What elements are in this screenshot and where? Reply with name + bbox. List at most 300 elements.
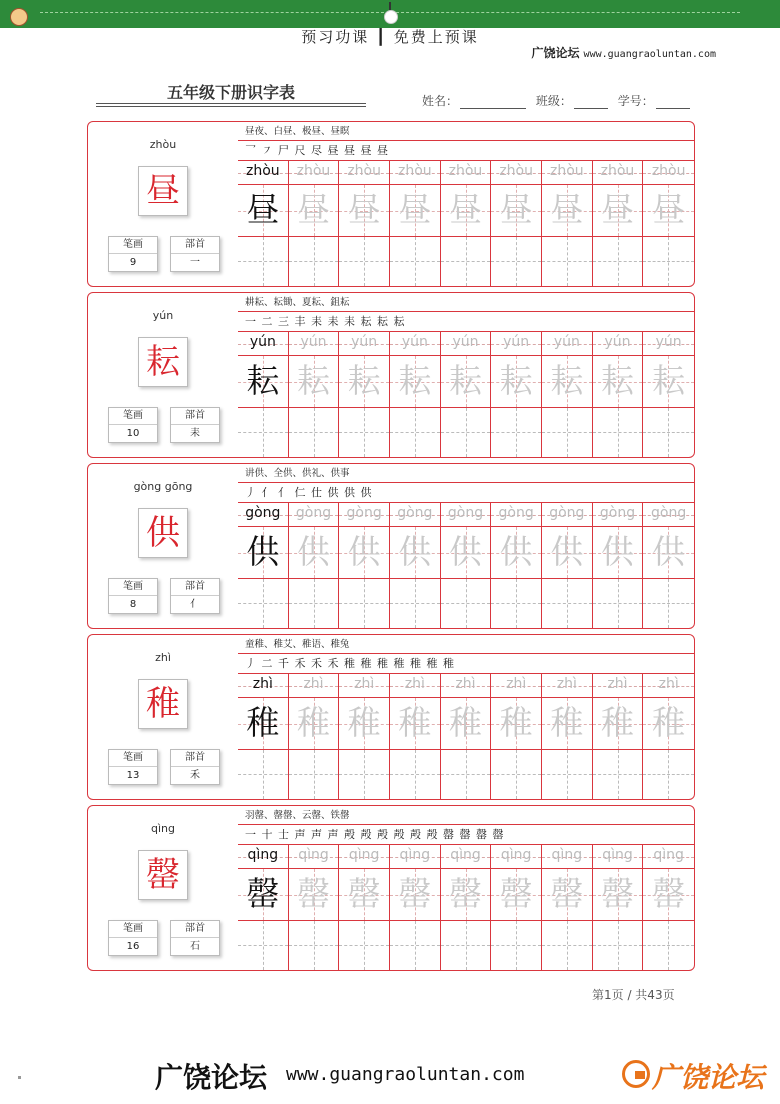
pinyin-cell[interactable] [289,332,340,356]
character-cell[interactable] [441,356,492,408]
radical-label: 部首 [171,408,219,425]
pinyin-cell[interactable] [390,674,441,698]
blank-practice-cell[interactable] [643,408,694,457]
character-cell[interactable] [289,698,340,750]
word-examples: 童稚、稚艾、稚语、稚兔 [238,635,694,654]
stroke-order: 乛 ㇇ 尸 尺 尽 昼 昼 昼 昼 [238,141,694,161]
pinyin-cell[interactable] [593,332,644,356]
card-pinyin: zhòu [149,138,177,151]
class-field[interactable] [574,108,608,109]
character-cell[interactable] [491,185,542,237]
stroke-count-label: 笔画 [109,921,157,938]
blank-practice-cell[interactable] [491,579,542,628]
blank-practice-cell[interactable] [542,408,593,457]
pinyin-cell[interactable] [339,161,390,185]
trace-pinyin: yún [452,334,479,350]
character-card [87,121,695,287]
pinyin-cell[interactable] [289,674,340,698]
character-cell[interactable] [441,527,492,579]
model-pinyin: zhòu [245,163,280,179]
blank-practice-cell[interactable] [542,579,593,628]
trace-pinyin: gòng [295,505,332,521]
character-cell[interactable] [643,356,694,408]
stroke-count-box [108,920,158,956]
number-field[interactable] [656,108,690,109]
trace-pinyin: zhòu [549,163,584,179]
blank-practice-cell[interactable] [238,237,289,286]
character-cell[interactable] [643,185,694,237]
blank-practice-cell[interactable] [390,750,441,799]
pinyin-cell[interactable] [593,503,644,527]
blank-practice-cell[interactable] [289,408,340,457]
character-cell[interactable] [390,356,441,408]
trace-character: 供 [600,532,634,571]
character-cell[interactable] [542,185,593,237]
character-cell[interactable] [238,698,289,750]
practice-panel [238,122,694,286]
character-card [87,805,695,971]
model-pinyin: qìng [247,847,279,863]
pinyin-cell[interactable] [491,674,542,698]
pinyin-cell[interactable] [289,845,340,869]
character-cell[interactable] [643,527,694,579]
title-underline [96,103,366,107]
radical-label: 部首 [171,237,219,254]
trace-pinyin: gòng [651,505,687,521]
trace-pinyin: yún [351,334,378,350]
blank-practice-cell[interactable] [339,750,390,799]
trace-character: 昼 [347,190,381,229]
blank-practice-cell[interactable] [238,921,289,970]
trace-character: 稚 [347,703,381,742]
trace-pinyin: zhì [607,676,628,692]
trace-pinyin: gòng [397,505,433,521]
character-cell[interactable] [339,185,390,237]
trace-pinyin: zhì [404,676,425,692]
trace-character: 耘 [550,361,584,400]
footer-url[interactable]: www.guangraoluntan.com [286,1064,525,1085]
pinyin-cell[interactable] [238,161,289,185]
model-pinyin: yún [249,334,276,350]
pinyin-cell[interactable] [339,503,390,527]
blank-practice-cell[interactable] [441,408,492,457]
character-cell[interactable] [238,527,289,579]
card-info-panel [88,293,238,457]
practice-panel [238,806,694,970]
pinyin-cell[interactable] [643,674,694,698]
pinyin-cell[interactable] [491,503,542,527]
trace-pinyin: qìng [399,847,431,863]
trace-pinyin: zhì [658,676,679,692]
trace-character: 耘 [347,361,381,400]
blank-practice-cell[interactable] [542,750,593,799]
character-cell[interactable] [390,869,441,921]
character-cell[interactable] [238,869,289,921]
trace-pinyin: qìng [298,847,329,863]
blank-practice-cell[interactable] [390,237,441,286]
footer-brand: 广饶论坛 [652,1061,765,1094]
trace-pinyin: zhì [506,676,527,692]
pinyin-cell[interactable] [289,161,340,185]
blank-practice-cell[interactable] [643,237,694,286]
character-cell[interactable] [542,356,593,408]
radical-label: 部首 [171,750,219,767]
radical-value: 耒 [190,428,200,439]
blank-practice-cell[interactable] [390,408,441,457]
pinyin-cell[interactable] [643,161,694,185]
model-character: 昼 [246,190,280,229]
character-cell[interactable] [441,698,492,750]
practice-grid [238,845,694,970]
pinyin-cell[interactable] [339,845,390,869]
pinyin-cell[interactable] [289,503,340,527]
trace-character: 耘 [398,361,432,400]
stroke-order: 丿 亻 亻 仁 仕 供 供 供 [238,483,694,503]
footer-name: 广饶论坛 [155,1061,268,1094]
trace-character: 稚 [398,703,432,742]
pinyin-cell[interactable] [491,845,542,869]
word-examples: 讲供、全供、供礼、供事 [238,464,694,483]
pinyin-cell[interactable] [390,161,441,185]
pinyin-cell[interactable] [643,332,694,356]
stroke-count-label: 笔画 [109,750,157,767]
blank-practice-cell[interactable] [542,237,593,286]
card-pinyin: zhì [155,651,171,664]
character-box: 耘 [138,337,188,387]
blank-practice-cell[interactable] [339,237,390,286]
trace-character: 罄 [550,874,584,913]
blank-practice-cell[interactable] [643,579,694,628]
card-info-panel [88,806,238,970]
pinyin-cell[interactable] [441,332,492,356]
character-cell[interactable] [593,185,644,237]
trace-character: 昼 [499,190,533,229]
stroke-count-box [108,407,158,443]
trace-pinyin: yún [604,334,631,350]
character-cell[interactable] [491,527,542,579]
trace-character: 稚 [499,703,533,742]
card-pinyin: gòng gōng [133,480,193,493]
blank-practice-cell[interactable] [593,921,644,970]
trace-pinyin: gòng [447,505,484,521]
trace-pinyin: qìng [450,847,481,863]
radical-value: 亻 [190,599,200,610]
name-field[interactable] [460,108,526,109]
brand-logo-icon [622,1060,650,1088]
pinyin-cell[interactable] [542,674,593,698]
slogan: 预习功课 ┃ 免费上预课 [301,28,479,46]
pinyin-cell[interactable] [238,332,289,356]
stroke-count-label: 笔画 [109,408,157,425]
trace-character: 供 [652,532,686,571]
trace-pinyin: qìng [602,847,633,863]
trace-character: 罄 [296,874,330,913]
character-cell[interactable] [593,869,644,921]
pinyin-cell[interactable] [593,674,644,698]
trace-pinyin: zhòu [296,163,331,179]
pinyin-cell[interactable] [390,845,441,869]
stroke-order: 丿 二 千 禾 禾 禾 稚 稚 稚 稚 稚 稚 稚 [238,654,694,674]
radical-box [170,236,220,272]
blank-practice-cell[interactable] [339,579,390,628]
trace-character: 耘 [296,361,330,400]
character-cell[interactable] [289,356,340,408]
trace-character: 耘 [499,361,533,400]
number-label: 学号： [617,94,654,108]
pinyin-cell[interactable] [238,845,289,869]
character-cell[interactable] [491,356,542,408]
trace-pinyin: yún [655,334,682,350]
trace-pinyin: qìng [551,847,583,863]
trace-character: 稚 [652,703,686,742]
word-examples: 羽罄、罄罄、云罄、铁罄 [238,806,694,825]
character-box: 罄 [138,850,188,900]
character-cell[interactable] [289,869,340,921]
practice-grid [238,503,694,628]
pinyin-cell[interactable] [339,674,390,698]
blank-practice-cell[interactable] [491,750,542,799]
character-box: 供 [138,508,188,558]
model-pinyin: gòng [245,505,281,521]
character-cell[interactable] [593,356,644,408]
trace-character: 稚 [448,703,482,742]
trace-character: 耘 [448,361,482,400]
word-examples: 昼夜、白昼、极昼、昼瞑 [238,122,694,141]
card-info-panel [88,464,238,628]
character-cell[interactable] [593,527,644,579]
pinyin-cell[interactable] [390,503,441,527]
lamp-icon [384,2,396,22]
word-examples: 耕耘、耘锄、夏耘、鉏耘 [238,293,694,312]
blank-practice-cell[interactable] [643,921,694,970]
character-cell[interactable] [289,527,340,579]
logo-icon [10,8,28,26]
character-cell[interactable] [390,527,441,579]
trace-character: 稚 [296,703,330,742]
trace-character: 耘 [652,361,686,400]
character-cell[interactable] [289,185,340,237]
pinyin-cell[interactable] [390,332,441,356]
trace-character: 罄 [347,874,381,913]
pinyin-cell[interactable] [441,161,492,185]
radical-value: 一 [190,257,200,268]
blank-practice-cell[interactable] [491,237,542,286]
character-card [87,463,695,629]
trace-character: 供 [398,532,432,571]
pinyin-cell[interactable] [542,161,593,185]
trace-character: 耘 [600,361,634,400]
practice-panel [238,464,694,628]
model-character: 供 [246,532,280,571]
radical-box [170,920,220,956]
blank-practice-cell[interactable] [441,921,492,970]
trace-character: 供 [296,532,330,571]
pinyin-cell[interactable] [542,332,593,356]
stroke-count-value: 9 [129,257,137,268]
trace-pinyin: zhòu [651,163,686,179]
blank-practice-cell[interactable] [593,237,644,286]
trace-character: 昼 [448,190,482,229]
model-pinyin: zhì [252,676,273,692]
trace-character: 昼 [550,190,584,229]
trace-character: 稚 [600,703,634,742]
practice-panel [238,635,694,799]
blank-practice-cell[interactable] [289,921,340,970]
blank-practice-cell[interactable] [390,579,441,628]
character-cell[interactable] [643,869,694,921]
blank-practice-cell[interactable] [491,408,542,457]
trace-pinyin: gòng [549,505,585,521]
pinyin-cell[interactable] [339,332,390,356]
character-cell[interactable] [238,185,289,237]
pinyin-cell[interactable] [238,503,289,527]
document-title: 五年级下册识字表 [166,83,295,102]
blank-practice-cell[interactable] [289,579,340,628]
trace-character: 昼 [296,190,330,229]
blank-practice-cell[interactable] [238,408,289,457]
blank-practice-cell[interactable] [491,921,542,970]
trace-pinyin: yún [300,334,327,350]
radical-label: 部首 [171,579,219,596]
pinyin-cell[interactable] [643,503,694,527]
character-cell[interactable] [390,698,441,750]
trace-character: 稚 [550,703,584,742]
trace-character: 罄 [448,874,482,913]
character-card [87,292,695,458]
practice-grid [238,161,694,286]
blank-practice-cell[interactable] [542,921,593,970]
character-cell[interactable] [339,698,390,750]
trace-pinyin: gòng [498,505,534,521]
stroke-count-box [108,578,158,614]
pinyin-cell[interactable] [491,332,542,356]
trace-character: 供 [347,532,381,571]
pinyin-cell[interactable] [643,845,694,869]
pinyin-cell[interactable] [593,845,644,869]
card-info-panel [88,122,238,286]
pinyin-cell[interactable] [238,674,289,698]
character-cell[interactable] [441,869,492,921]
trace-pinyin: zhòu [499,163,533,179]
blank-practice-cell[interactable] [289,237,340,286]
radical-box [170,578,220,614]
trace-character: 昼 [652,190,686,229]
pinyin-cell[interactable] [542,845,593,869]
trace-pinyin: zhì [455,676,476,692]
trace-pinyin: gòng [599,505,636,521]
blank-practice-cell[interactable] [643,750,694,799]
trace-pinyin: zhì [556,676,577,692]
character-cell[interactable] [542,869,593,921]
top-banner [0,0,780,28]
character-card [87,634,695,800]
pinyin-cell[interactable] [542,503,593,527]
character-cell[interactable] [339,869,390,921]
trace-pinyin: yún [401,334,428,350]
trace-pinyin: yún [503,334,530,350]
trace-pinyin: zhòu [397,163,432,179]
pinyin-cell[interactable] [491,161,542,185]
trace-character: 供 [550,532,584,571]
character-cell[interactable] [441,185,492,237]
blank-practice-cell[interactable] [390,921,441,970]
student-info [422,92,696,109]
trace-character: 罄 [600,874,634,913]
stroke-count-box [108,236,158,272]
stroke-order: 一 二 三 丰 耒 耒 耒 耘 耘 耘 [238,312,694,332]
trace-character: 罄 [652,874,686,913]
blank-practice-cell[interactable] [289,750,340,799]
model-character: 稚 [246,703,280,742]
character-cell[interactable] [643,698,694,750]
trace-pinyin: qìng [500,847,532,863]
radical-value: 禾 [190,770,200,781]
blank-practice-cell[interactable] [593,408,644,457]
character-cell[interactable] [593,698,644,750]
trace-character: 昼 [398,190,432,229]
radical-box [170,407,220,443]
character-cell[interactable] [238,356,289,408]
model-character: 罄 [246,874,280,913]
name-label: 姓名： [422,94,459,108]
character-box: 昼 [138,166,188,216]
trace-pinyin: gòng [346,505,382,521]
practice-grid [238,674,694,799]
character-cell[interactable] [339,356,390,408]
blank-practice-cell[interactable] [238,579,289,628]
radical-value: 石 [190,941,200,952]
trace-pinyin: zhòu [600,163,635,179]
pinyin-cell[interactable] [441,503,492,527]
pinyin-cell[interactable] [593,161,644,185]
page-count: 第1页 / 共43页 [592,988,675,1002]
trace-pinyin: zhì [303,676,324,692]
stroke-count-value: 8 [129,599,137,610]
trace-pinyin: yún [553,334,580,350]
character-cell[interactable] [491,698,542,750]
blank-practice-cell[interactable] [593,750,644,799]
corner-mark [18,1076,21,1079]
trace-pinyin: qìng [348,847,380,863]
stroke-count-value: 16 [126,941,140,952]
blank-practice-cell[interactable] [339,408,390,457]
stroke-count-label: 笔画 [109,579,157,596]
character-cell[interactable] [542,527,593,579]
pinyin-cell[interactable] [441,674,492,698]
character-cell[interactable] [542,698,593,750]
character-cell[interactable] [339,527,390,579]
blank-practice-cell[interactable] [441,579,492,628]
character-cell[interactable] [491,869,542,921]
blank-practice-cell[interactable] [339,921,390,970]
trace-character: 罄 [499,874,533,913]
blank-practice-cell[interactable] [441,750,492,799]
blank-practice-cell[interactable] [593,579,644,628]
pinyin-cell[interactable] [441,845,492,869]
blank-practice-cell[interactable] [238,750,289,799]
site-url[interactable]: www.guangraoluntan.com [583,49,716,60]
site-name: 广饶论坛 [531,46,580,60]
trace-character: 罄 [398,874,432,913]
model-character: 耘 [246,361,280,400]
trace-pinyin: qìng [653,847,684,863]
trace-pinyin: zhì [354,676,375,692]
trace-character: 供 [448,532,482,571]
character-box: 稚 [138,679,188,729]
card-pinyin: yún [152,309,174,322]
character-cell[interactable] [390,185,441,237]
blank-practice-cell[interactable] [441,237,492,286]
